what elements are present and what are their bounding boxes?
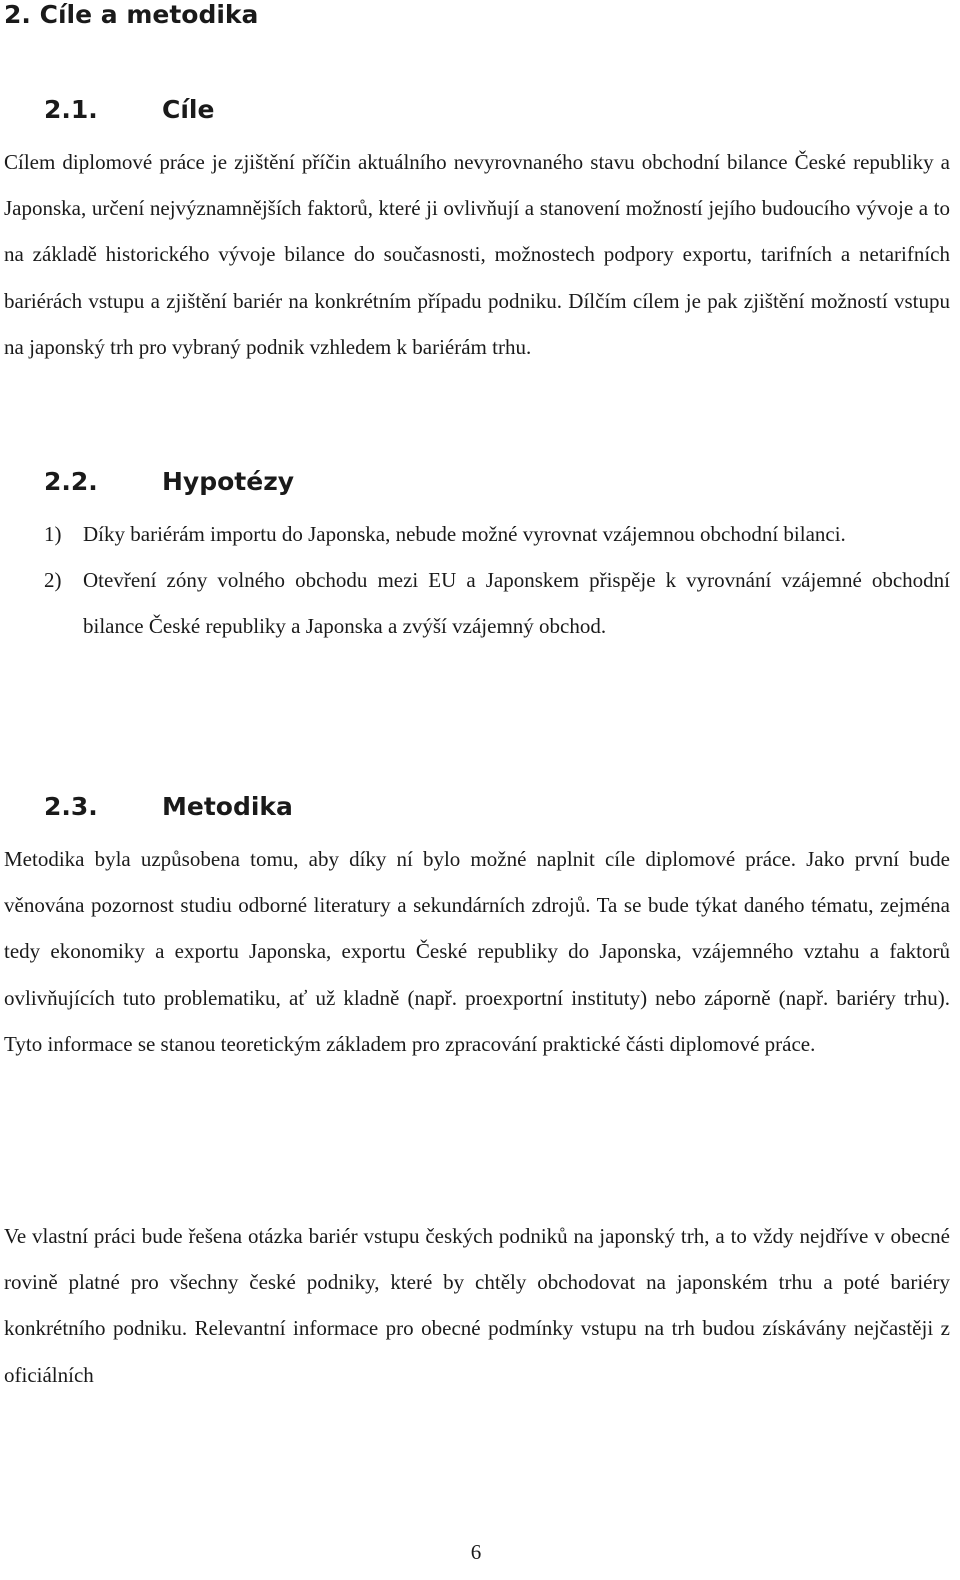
section-number: 2.3.	[44, 792, 98, 821]
section-number: 2.1.	[44, 95, 98, 124]
section-heading-methodology	[44, 790, 293, 824]
hypothesis-item	[44, 557, 950, 649]
section-heading-hypotheses	[44, 465, 294, 499]
page-number: 6	[470, 1540, 482, 1564]
hypothesis-item	[44, 511, 950, 557]
hypothesis-text: Otevření zóny volného obchodu mezi EU a Japonskem přispěje k vyrovnání vzájemné obchodní bilance České republiky a Japonska a zvýší vzájemný obchod.	[83, 568, 950, 639]
methodology-paragraph: Metodika byla uzpůsobena tomu, aby díky ní bylo možné naplnit cíle diplomové práce. Jako první bude věnována pozornost studiu odborné literatury a sekundárních zdrojů. Ta se bude týkat daného tématu, zejména tedy ekonomiky a exportu Japonska, exportu České republiky do Japonska, vzájemného vztahu a faktorů ovlivňujících tuto problematiku, ať už kladně (např. proexportní instituty) nebo záporně (např. bariéry trhu). Tyto informace se stanou teoretickým základem pro zpracování praktické části diplomové práce.	[4, 847, 950, 1056]
hypothesis-text: Díky bariérám importu do Japonska, nebude možné vyrovnat vzájemnou obchodní bilanci.	[83, 522, 846, 546]
goals-paragraph: Cílem diplomové práce je zjištění příčin aktuálního nevyrovnaného stavu obchodní bilance České republiky a Japonska, určení nejvýznamnějších faktorů, které ji ovlivňují a stanovení možností jejího budoucího vývoje a to na základě historického vývoje bilance do současnosti, možnostech podpory exportu, tarifních a netarifních bariérách vstupu a zjištění bariér na konkrétním případu podniku. Dílčím cílem je pak zjištění možností vstupu na japonský trh pro vybraný podnik vzhledem k bariérám trhu.	[4, 150, 950, 359]
list-marker: 1)	[44, 522, 62, 546]
section-title: Hypotézy	[162, 467, 295, 496]
section-heading-goals	[44, 93, 214, 127]
list-marker: 2)	[44, 568, 62, 593]
methodology-paragraph-2: Ve vlastní práci bude řešena otázka bariér vstupu českých podniků na japonský trh, a to vždy nejdříve v obecné rovině platné pro všechny české podniky, které by chtěly obchodovat na japonském trhu a poté bariéry konkrétního podniku. Relevantní informace pro obecné podmínky vstupu na trh budou získávány nejčastěji z oficiálních	[4, 1224, 950, 1387]
section-number: 2.2.	[44, 467, 98, 496]
chapter-heading: 2. Cíle a metodika	[4, 0, 259, 29]
section-title: Metodika	[162, 792, 293, 821]
section-title: Cíle	[162, 95, 215, 124]
hypotheses-list	[44, 511, 950, 650]
